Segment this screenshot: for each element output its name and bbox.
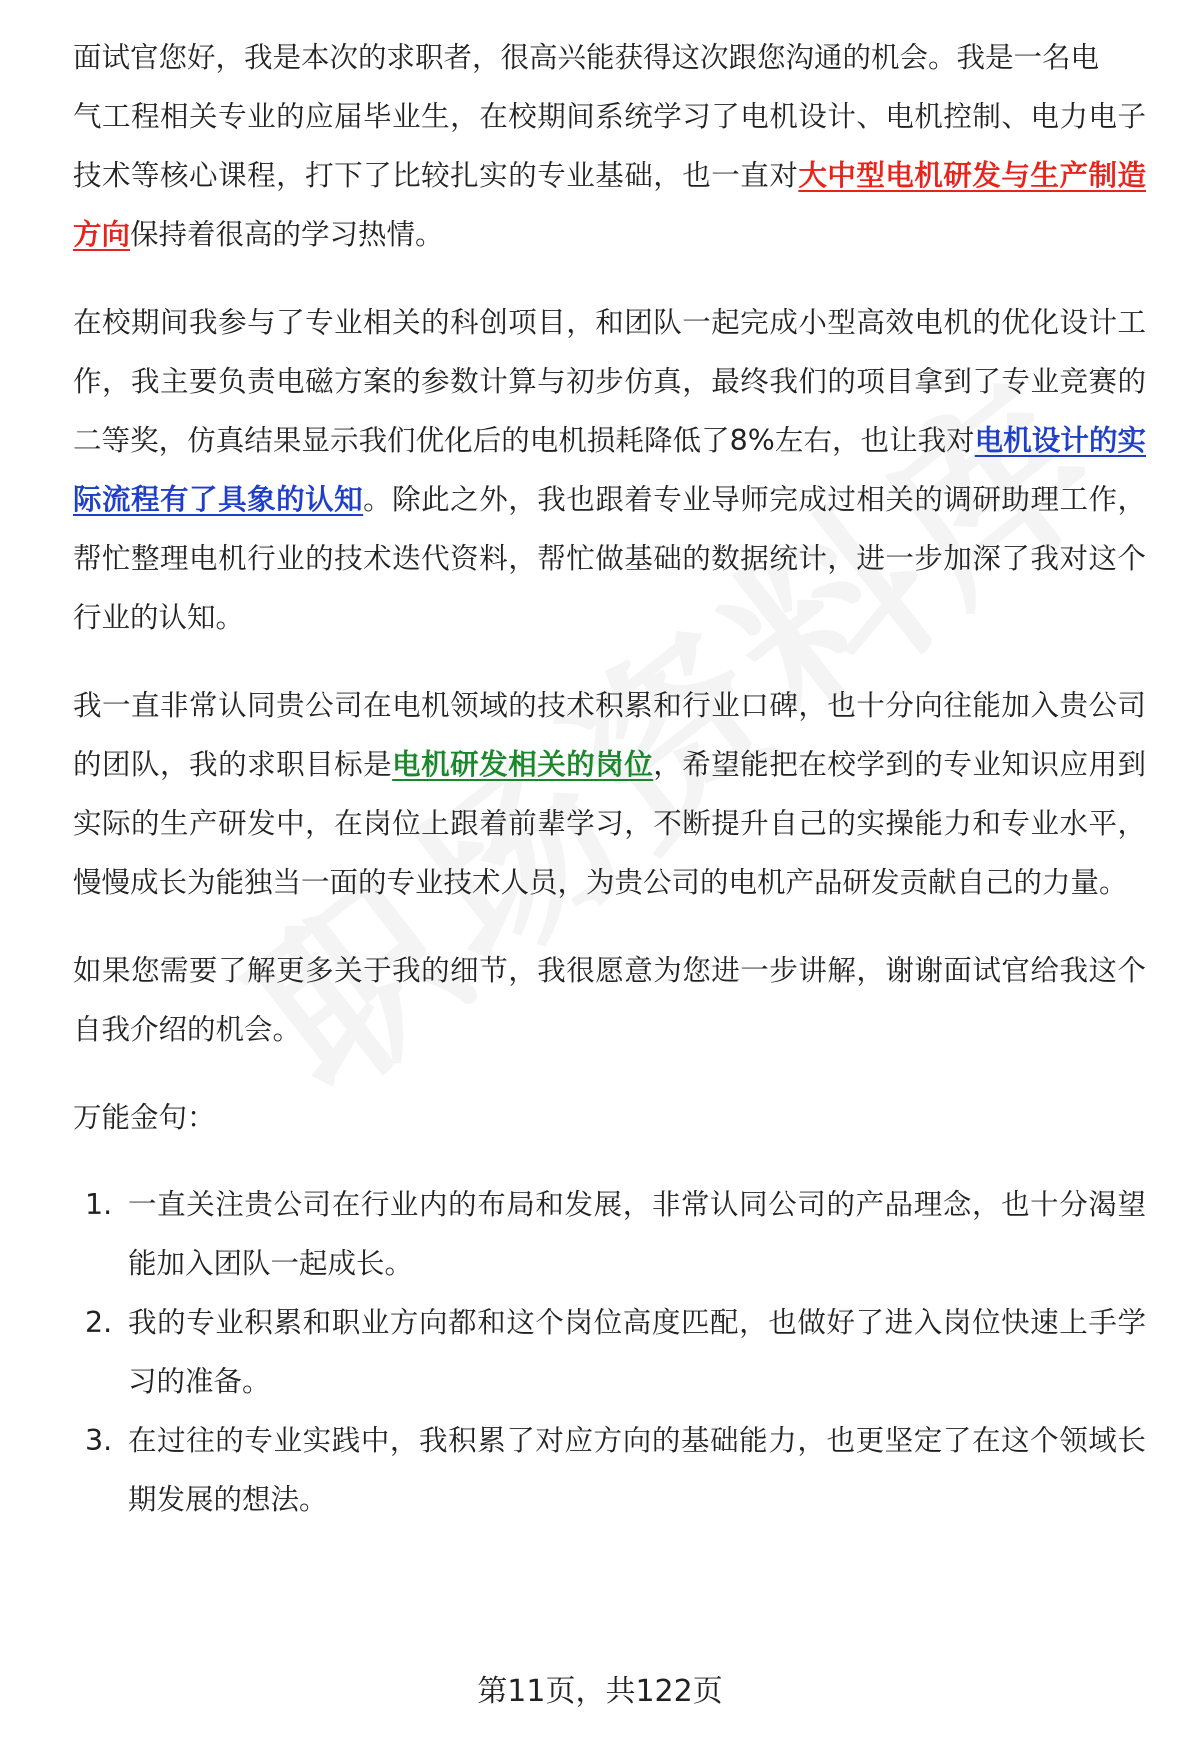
paragraph-background: [73, 87, 1146, 264]
list-item: [73, 1293, 1146, 1411]
paragraph-text: 保持着很高的学习热情。: [130, 218, 444, 251]
paragraph-goal: [73, 676, 1146, 912]
list-text: 一直关注贵公司在行业内的布局和发展，非常认同公司的产品理念，也十分渴望能加入团队一起成长。: [128, 1188, 1146, 1280]
list-item: [73, 1411, 1146, 1529]
list-text: 在过往的专业实践中，我积累了对应方向的基础能力，也更坚定了在这个领域长期发展的想法。: [128, 1424, 1146, 1516]
paragraph-text: 在校期间我参与了专业相关的科创项目，和团队一起完成小型高效电机的优化设计工作，我主要负责电磁方案的参数计算与初步仿真，最终我们的项目拿到了专业竞赛的二等奖，仿真结果显示我们优化后的电机损耗降低了8%左右，也让我对: [73, 306, 1146, 457]
highlight-blue: 电机设计的实际流程有了具象的认知: [73, 424, 1146, 516]
paragraph-text: ，希望能把在校学到的专业知识应用到实际的生产研发中，在岗位上跟着前辈学习，不断提升自己的实操能力和专业水平，慢慢成长为能独当一面的专业技术人员，为贵公司的电机产品研发贡献自己的力量。: [73, 748, 1146, 899]
list-item: [73, 1175, 1146, 1293]
list-text: 我的专业积累和职业方向都和这个岗位高度匹配，也做好了进入岗位快速上手学习的准备。: [128, 1306, 1146, 1398]
list-number: 3.: [85, 1424, 113, 1457]
paragraph-text: 气工程相关专业的应届毕业生，在校期间系统学习了电机设计、电机控制、电力电子技术等核心课程，打下了比较扎实的专业基础，也一直对: [73, 100, 1146, 192]
paragraph-text: 。除此之外，我也跟着专业导师完成过相关的调研助理工作，帮忙整理电机行业的技术迭代资料，帮忙做基础的数据统计，进一步加深了我对这个行业的认知。: [73, 483, 1146, 634]
paragraph-text: 我一直非常认同贵公司在电机领域的技术积累和行业口碑，也十分向往能加入贵公司的团队，我的求职目标是: [73, 689, 1146, 781]
section-label: 万能金句：: [73, 1101, 216, 1134]
document-body: [73, 28, 1146, 1529]
golden-sentences-list: [73, 1175, 1146, 1529]
highlight-green: 电机研发相关的岗位: [392, 748, 654, 781]
highlight-red: 大中型电机研发与生产制造方向: [73, 159, 1146, 251]
list-number: 1.: [85, 1188, 113, 1221]
paragraph-closing: 如果您需要了解更多关于我的细节，我很愿意为您进一步讲解，谢谢面试官给我这个自我介绍的机会。: [73, 954, 1146, 1046]
paragraph-intro-cut: 面试官您好，我是本次的求职者，很高兴能获得这次跟您沟通的机会。我是一名电: [73, 41, 1100, 74]
list-number: 2.: [85, 1306, 113, 1339]
paragraph-project: [73, 293, 1146, 647]
page-number: 第11页，共122页: [477, 1674, 723, 1709]
